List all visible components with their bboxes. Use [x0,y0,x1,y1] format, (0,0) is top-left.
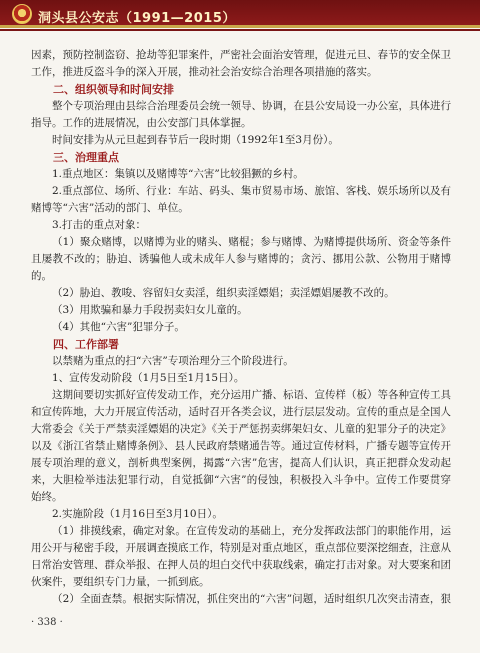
paragraph-time-arrangement: 时间安排为从元旦起到春节后一段时期（1992年1至3月份）。 [52,134,339,146]
paragraph-stage-two-title: 2.实施阶段（1月16日至3月10日）。 [52,508,223,520]
section-heading-deployment: 四、工作部署 [53,338,119,351]
paragraph-key-targets: 3.打击的重点对象： [52,219,147,231]
paragraph-key-sites: 2.重点部位、场所、行业：车站、码头、集市贸易市场、旅馆、客栈、娱乐场所以及有赌博等“六害”活动的部门、单位。 [31,185,451,214]
list-item-prostitution: （2）胁迫、教唆、容留妇女卖淫，组织卖淫嫖娼；卖淫嫖娼屡教不改的。 [52,287,395,299]
paragraph-stage-one-title: 1、宣传发动阶段（1月5日至1月15日）。 [52,372,245,384]
paragraph-stage-two-crackdown: （2）全面查禁。根据实际情况，抓住突出的“六害”问题，适时组织几次突击清查，狠 [52,593,451,605]
paragraph-three-stages: 以禁赌为重点的扫“六害”专项治理分三个阶段进行。 [52,355,294,367]
list-item-gambling: （1）聚众赌博，以赌博为业的赌头、赌棍；参与赌博、为赌博提供场所、资金等条件且屡教不改的；胁迫、诱骗他人或未成年人参与赌博的；贪污、挪用公款、公物用于赌博的。 [31,236,451,282]
section-heading-organization: 二、组织领导和时间安排 [53,83,174,96]
list-item-others: （4）其他“六害”犯罪分子。 [52,321,185,333]
paragraph-organization: 整个专项治理由县综合治理委员会统一领导、协调，在县公安局设一办公室，具体进行指导。工作的进展情况，由公安部门具体掌握。 [31,100,451,129]
page-body [31,47,451,607]
section-heading-priorities: 三、治理重点 [53,151,119,164]
page-number: · 338 · [31,617,63,628]
paragraph-stage-two-leads: （1）排摸线索，确定对象。在宣传发动的基础上，充分发挥政法部门的职能作用，运用公开与秘密手段，开展调查摸底工作，特别是对重点地区，重点部位要深挖细查，注意从日常治安管理、群众举报、在押人员的坦白交代中获取线索，确定打击对象。对大要案和团伙案件，要组织专门力量，一抓到底。 [31,525,451,588]
header-band [0,0,480,28]
book-title: 洞头县公安志（1991—2015） [38,11,236,26]
list-item-trafficking: （3）用欺骗和暴力手段拐卖妇女儿童的。 [52,304,248,316]
police-emblem-icon [12,4,32,24]
paragraph-key-areas: 1.重点地区：集镇以及赌博等“六害”比较猖獗的乡村。 [52,168,304,180]
paragraph-intro-continued: 因素，预防控制盗窃、抢劫等犯罪案件，严密社会面治安管理，促进元旦、春节的安全保卫工作，推进反盗斗争的深入开展，推动社会治安综合治理各项措施的落实。 [31,49,451,78]
paragraph-stage-one-body: 这期间要切实抓好宣传发动工作，充分运用广播、标语、宣传样（板）等各种宣传工具和宣传阵地，大力开展宣传活动，适时召开各类会议，进行层层发动。宣传的重点是全国人大常委会《关于严禁卖淫嫖娼的决定》《关于严惩拐卖绑架妇女、儿童的犯罪分子的决定》以及《浙江省禁止赌博条例》、县人民政府禁赌通告等。通过宣传材料，广播专题等宣传开展专项治理的意义，剖析典型案例，揭露“六害”危害，提高人们认识，真正把群众发动起来，大胆检举违法犯罪行动，自觉抵御“六害”的侵蚀，积极投入斗争中。宣传工作要贯穿始终。 [31,389,451,503]
